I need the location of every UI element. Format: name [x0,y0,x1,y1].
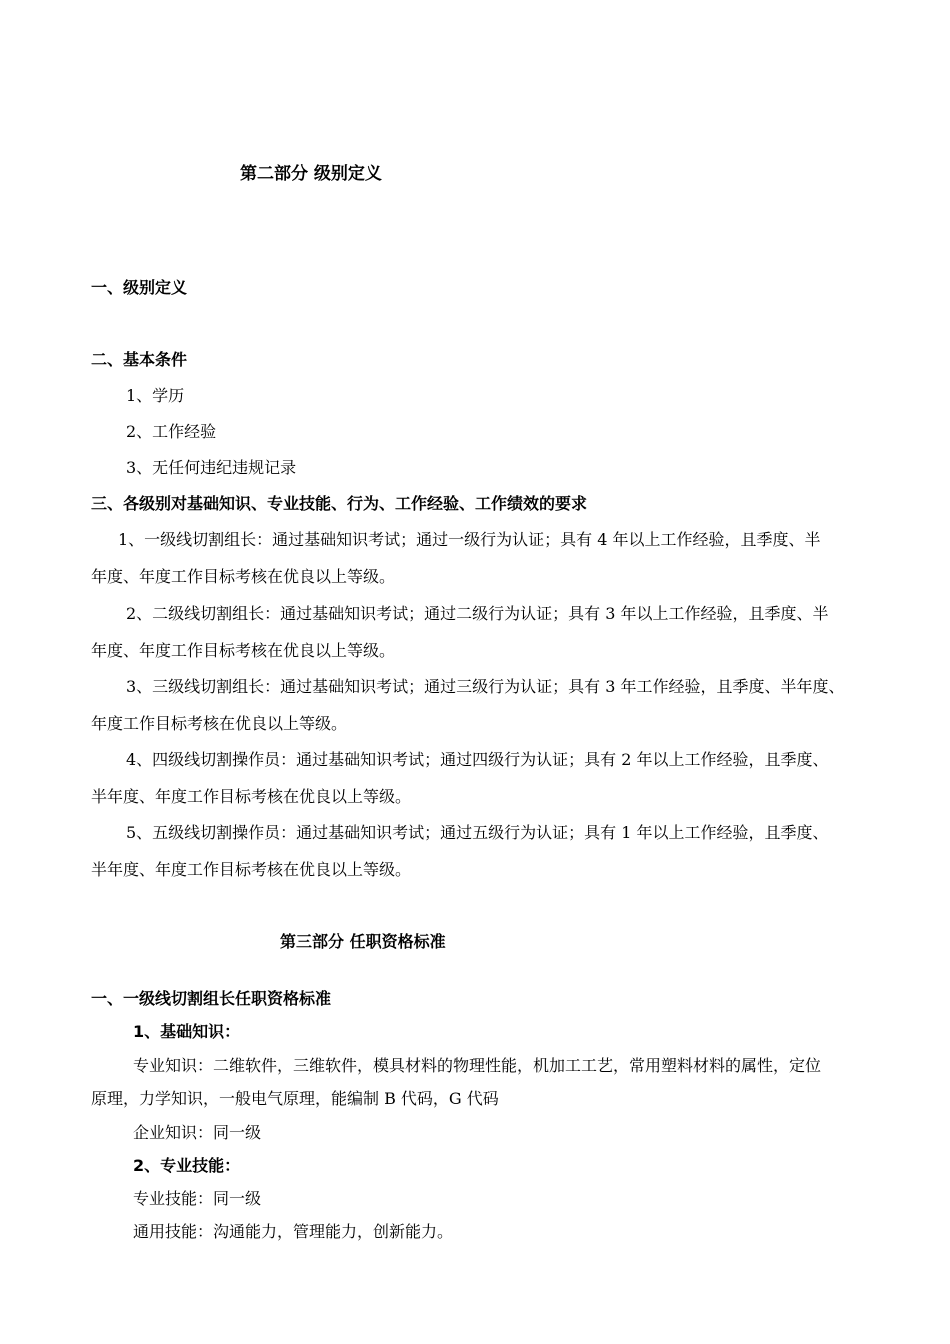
requirement-line: 5、五级线切割操作员：通过基础知识考试；通过五级行为认证；具有 1 年以上工作经验，且季度、 [126,823,829,842]
part2-title: 第二部分 级别定义 [240,164,382,184]
requirement-line: 3、三级线切割组长：通过基础知识考试；通过三级行为认证；具有 3 年工作经验，且季度、半年度、 [126,677,845,696]
subsection-basic-knowledge: 1、基础知识： [133,1022,241,1041]
requirement-line: 半年度、年度工作目标考核在优良以上等级。 [91,787,412,806]
professional-knowledge-line: 原理，力学知识，一般电气原理，能编制 B 代码，G 代码 [91,1089,499,1108]
subsection-professional-skills: 2、专业技能： [133,1156,241,1175]
section-basic-conditions: 二、基本条件 [91,350,188,369]
requirement-line: 2、二级线切割组长：通过基础知识考试；通过二级行为认证；具有 3 年以上工作经验，且季度、半 [126,604,829,623]
section-level1-standard: 一、一级线切割组长任职资格标准 [91,989,332,1008]
requirement-line: 年度、年度工作目标考核在优良以上等级。 [91,567,396,586]
requirement-line: 年度工作目标考核在优良以上等级。 [91,714,348,733]
requirement-line: 4、四级线切割操作员：通过基础知识考试；通过四级行为认证；具有 2 年以上工作经验，且季度、 [126,750,829,769]
general-skill: 通用技能：沟通能力，管理能力，创新能力。 [133,1222,454,1241]
corporate-knowledge: 企业知识：同一级 [133,1123,262,1142]
requirement-line: 年度、年度工作目标考核在优良以上等级。 [91,641,396,660]
section-level-definition: 一、级别定义 [91,278,188,297]
section-requirements: 三、各级别对基础知识、专业技能、行为、工作经验、工作绩效的要求 [91,494,588,513]
professional-skill: 专业技能：同一级 [133,1189,262,1208]
professional-knowledge-line: 专业知识：二维软件，三维软件，模具材料的物理性能，机加工工艺，常用塑料材料的属性，定位 [133,1056,822,1075]
requirement-line: 半年度、年度工作目标考核在优良以上等级。 [91,860,412,879]
part3-title: 第三部分 任职资格标准 [280,932,446,951]
condition-item: 3、无任何违纪违规记录 [126,458,297,477]
condition-item: 1、学历 [126,386,185,405]
condition-item: 2、工作经验 [126,422,217,441]
requirement-line: 1、一级线切割组长：通过基础知识考试；通过一级行为认证；具有 4 年以上工作经验，且季度、半 [118,530,821,549]
